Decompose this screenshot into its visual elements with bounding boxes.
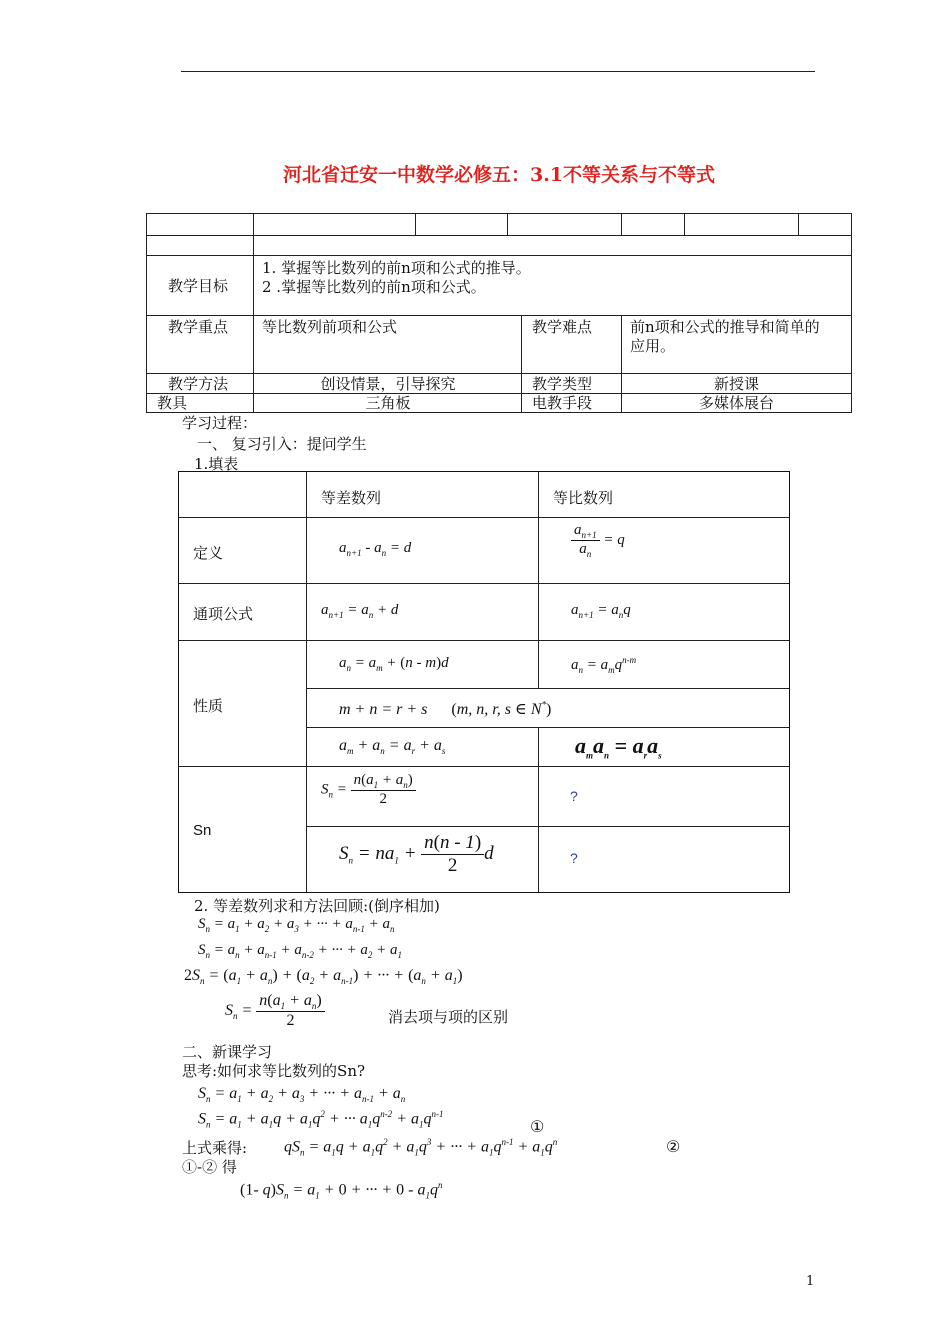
row-divider	[179, 517, 789, 518]
subtract-label: ①-② 得	[182, 1158, 237, 1176]
col-divider	[538, 727, 539, 892]
multiply-label: 上式乘得:	[182, 1139, 248, 1157]
geom-sum-general: $S_n = a_1 + a_2 + a_3$ + ··· + $a_{n-1} + a_n$	[198, 1085, 406, 1105]
type-label: 教学类型	[532, 375, 593, 393]
arith-property-formula: $a_n = a_m + (n - m)d$	[339, 655, 449, 673]
row-sn: Sn	[193, 822, 212, 839]
row-divider	[179, 640, 789, 641]
row-divider	[306, 688, 789, 689]
arith-sum-formula-2: $S_n = na_1$ + $\frac{n(n - 1)}{2}$ d	[339, 832, 494, 876]
review-heading: 2. 等差数列求和方法回顾:(倒序相加)	[194, 897, 440, 915]
media-label: 电教手段	[532, 394, 593, 412]
sum-result: $S_n$ = $\frac{n(a_1 + a_n)}{2}$	[225, 992, 325, 1030]
info-cell	[622, 214, 685, 236]
row-general-term: 通项公式	[193, 605, 254, 623]
equation-mark-2: ②	[666, 1137, 681, 1156]
col-geometric: 等比数列	[553, 489, 614, 507]
top-rule	[181, 71, 815, 72]
method-value: 创设情景，引导探究	[320, 375, 456, 393]
row-property: 性质	[193, 697, 224, 715]
geom-property-formula: $a_n = a_mq^{n-m}$	[571, 655, 637, 675]
row-divider	[179, 583, 789, 584]
geom-sum-unknown-2: ?	[570, 850, 578, 866]
key-label: 教学重点	[168, 318, 229, 336]
goal-1: 1. 掌握等比数列的前n项和公式的推导。	[262, 259, 531, 277]
fill-table-title: 1.填表	[194, 455, 239, 473]
info-cell	[799, 214, 851, 236]
tool-value: 三角板	[365, 394, 411, 412]
difficult-value-2: 应用。	[630, 337, 676, 355]
info-cell	[147, 236, 254, 256]
key-value: 等比数列前项和公式	[262, 318, 398, 336]
lesson-info-table	[146, 213, 852, 413]
geom-sum-unknown-1: ?	[570, 788, 578, 804]
sequence-comparison-table	[178, 471, 790, 893]
arith-definition-formula: $a_{n+1} - a_n = d$	[339, 540, 412, 558]
section-review-heading: 一、 复习引入：提问学生	[197, 435, 367, 453]
page-number: 1	[806, 1274, 815, 1289]
col-divider	[538, 472, 539, 688]
arith-general-formula: $a_{n+1} = a_n + d$	[321, 602, 399, 620]
think-question: 思考:如何求等比数列的Sn?	[182, 1062, 366, 1080]
geom-sum-multiplied: $qS_n = a_1q + a_1q^2 + a_1q^3$ + ··· + $a_1q^{n-1} + a_1q^n$	[284, 1137, 558, 1158]
info-cell	[416, 214, 508, 236]
arith-sum-property-formula: $a_m + a_n = a_r + a_s$	[339, 737, 446, 757]
page-title: 河北省迁安一中数学必修五：3.1不等关系与不等式	[282, 164, 716, 186]
index-condition-formula: m + n = r + s (m, n, r, s ∈ N*)	[339, 699, 552, 718]
difficult-label: 教学难点	[532, 318, 593, 336]
process-heading: 学习过程：	[182, 414, 258, 432]
row-divider	[306, 727, 789, 728]
info-cell	[254, 236, 851, 256]
geom-product-property-formula: $a_ma_n = a_ra_s$	[575, 733, 662, 761]
row-divider	[179, 766, 789, 767]
new-lesson-heading: 二、新课学习	[182, 1043, 273, 1061]
geom-definition-formula: $\frac{a_{n+1}}{a_n}$ = q	[571, 522, 625, 559]
info-cell	[685, 214, 799, 236]
col-arithmetic: 等差数列	[321, 489, 382, 507]
row-divider	[306, 826, 789, 827]
type-value: 新授课	[713, 375, 759, 393]
info-cell	[254, 214, 416, 236]
sum-reverse: $S_n = a_n + a_{n-1} + a_{n-2}$ + ··· + $a_2 + a_1$	[198, 942, 402, 960]
media-value: 多媒体展台	[698, 394, 774, 412]
geom-sum-difference: (1- $q)S_n = a_1 + 0$ + ··· + $0 - a_1q^n$	[240, 1180, 443, 1201]
goal-2: 2 .掌握等比数列的前n项和公式。	[262, 278, 486, 296]
sum-doubled: $2S_n = (a_1 + a_n) + (a_2 + a_{n-1})$ + ··· + $(a_n + a_1)$	[184, 967, 463, 987]
sum-forward: $S_n = a_1 + a_2 + a_3$ + ··· + $a_{n-1} + a_n$	[198, 916, 395, 934]
review-note: 消去项与项的区别	[388, 1008, 509, 1026]
row-definition: 定义	[193, 544, 224, 562]
geom-sum-expanded: $S_n = a_1 + a_1q + a_1q^2$ + ··· $a_1q^{n-2} + a_1q^{n-1}$	[198, 1109, 444, 1130]
info-cell	[147, 214, 254, 236]
col-divider	[306, 472, 307, 892]
tool-label: 教具	[157, 394, 188, 412]
method-label: 教学方法	[168, 375, 229, 393]
arith-sum-formula-1: $S_n$ = $\frac{n(a_1 + a_n)}{2}$	[321, 772, 416, 808]
goal-label: 教学目标	[168, 277, 229, 295]
info-cell	[508, 214, 622, 236]
equation-mark-1: ①	[530, 1117, 545, 1136]
difficult-value-1: 前n项和公式的推导和简单的	[630, 318, 820, 336]
geom-general-formula: $a_{n+1} = a_nq$	[571, 602, 631, 620]
